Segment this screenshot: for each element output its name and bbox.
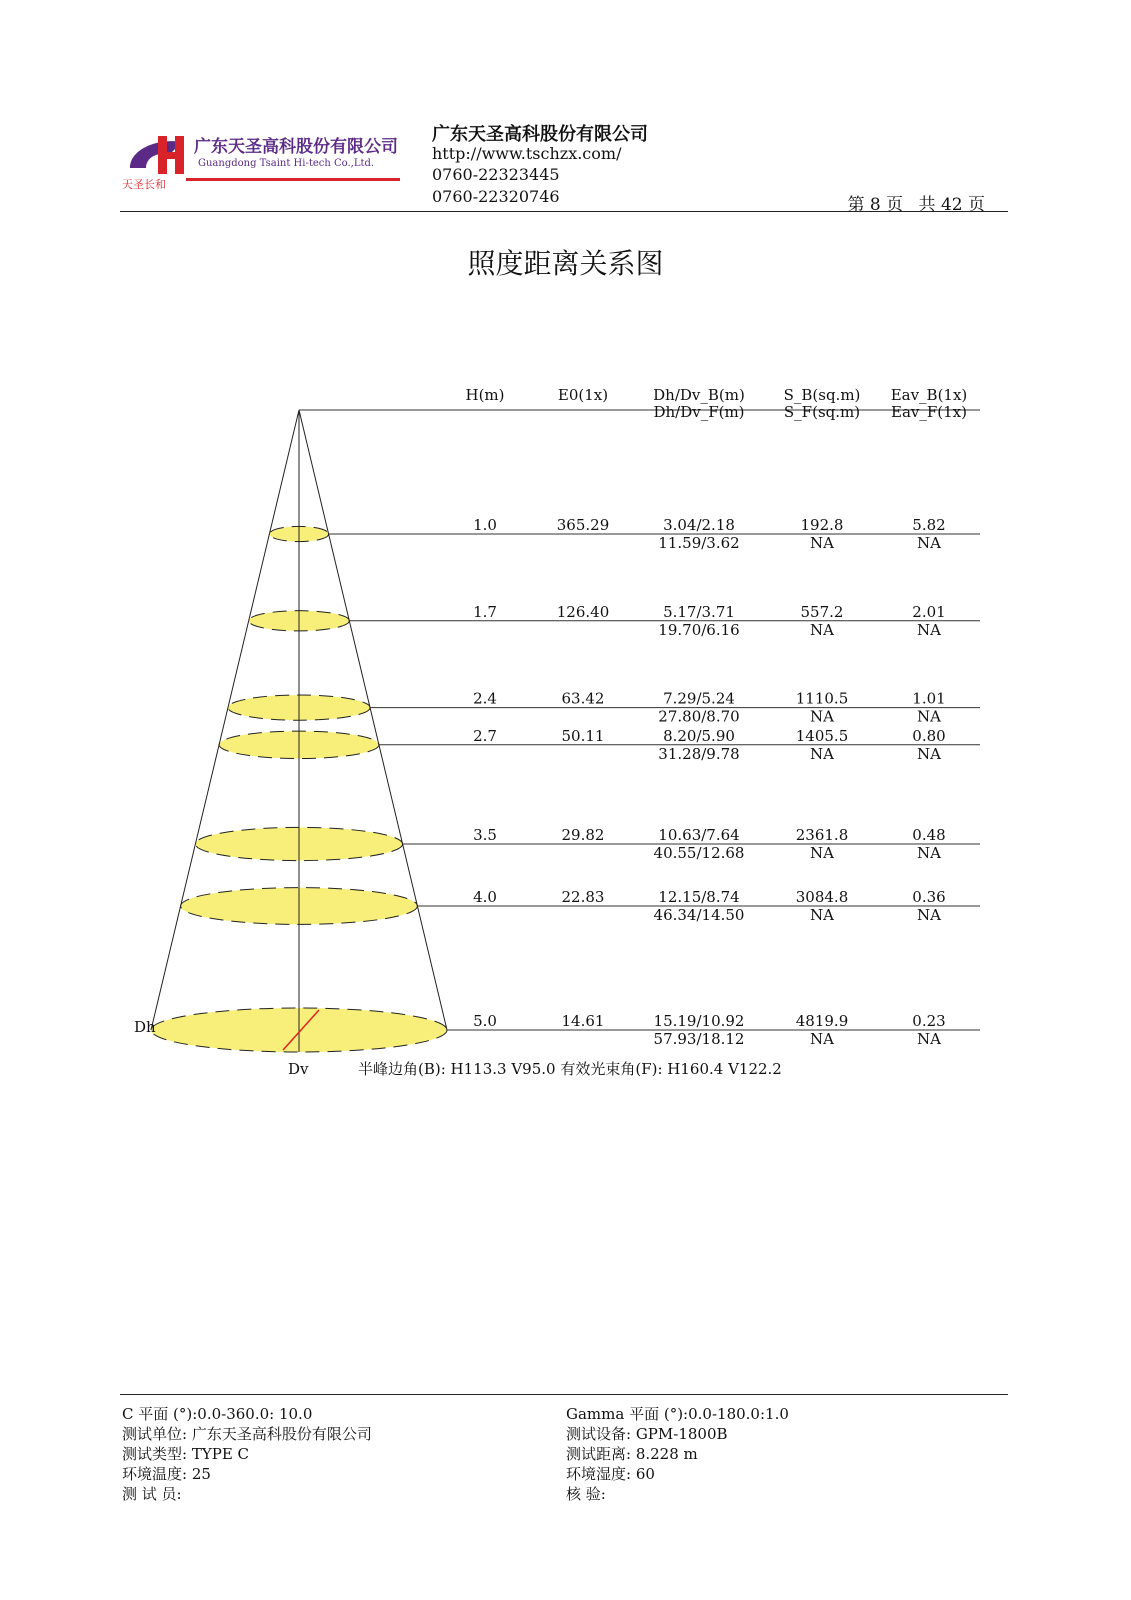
cell-s-f: NA (810, 844, 834, 862)
cell-eav-b: 1.01 (912, 689, 946, 708)
cell-s-f: NA (810, 906, 834, 924)
cell-dh-b: 7.29/5.24 (663, 689, 735, 708)
cell-eav-b: 5.82 (912, 516, 946, 534)
cell-s-f: NA (810, 534, 834, 552)
cell-dh-f: 19.70/6.16 (658, 620, 740, 639)
chart-column-headers (465, 386, 967, 421)
cell-e0: 14.61 (561, 1012, 605, 1030)
cell-eav-f: NA (917, 744, 941, 763)
page-current: 第 8 页 (847, 195, 904, 215)
cell-h: 2.7 (473, 726, 497, 745)
cell-h: 5.0 (473, 1012, 497, 1030)
page-total: 共 42 页 (918, 195, 985, 215)
cell-e0: 22.83 (561, 888, 605, 906)
company-logo (120, 128, 410, 192)
col-header-dh-b: Dh/Dv_B(m) (653, 386, 745, 404)
cell-s-b: 1405.5 (795, 726, 849, 745)
footer-humidity: 环境湿度: 60 (566, 1465, 655, 1483)
cell-s-b: 2361.8 (795, 826, 849, 844)
footer-rule (120, 1394, 1008, 1395)
cell-eav-b: 0.80 (912, 726, 946, 745)
header-company: 广东天圣高科股份有限公司 (432, 124, 648, 145)
cell-eav-b: 0.23 (912, 1012, 946, 1030)
cell-dh-f: 27.80/8.70 (658, 707, 740, 726)
cell-dh-f: 46.34/14.50 (653, 906, 745, 924)
cell-dh-f: 31.28/9.78 (658, 744, 740, 763)
cell-dh-b: 3.04/2.18 (663, 516, 735, 534)
cell-eav-f: NA (917, 620, 941, 639)
cell-dh-b: 8.20/5.90 (663, 726, 735, 745)
logo-underline (186, 178, 400, 181)
logo-mark-icon (130, 136, 184, 174)
footer-test-type: 测试类型: TYPE C (122, 1445, 250, 1463)
footer-reviewer: 核 验: (566, 1485, 606, 1503)
header-phone-2: 0760-22320746 (432, 187, 560, 206)
header-url[interactable]: http://www.tschzx.com/ (432, 144, 622, 163)
dh-label: Dh (134, 1018, 156, 1036)
cell-s-b: 4819.9 (795, 1012, 849, 1030)
cell-h: 4.0 (473, 888, 497, 906)
illuminance-distance-chart (0, 380, 1131, 1100)
col-header-eav-f: Eav_F(1x) (891, 403, 967, 421)
footer-temperature: 环境温度: 25 (122, 1465, 211, 1483)
cell-e0: 63.42 (561, 689, 605, 708)
cell-eav-f: NA (917, 534, 941, 552)
col-header-e0: E0(1x) (557, 386, 609, 404)
chart-rows (473, 516, 946, 1048)
cell-s-f: NA (810, 744, 834, 763)
cell-eav-b: 0.36 (912, 888, 946, 906)
col-header-dh-f: Dh/Dv_F(m) (653, 403, 745, 421)
header-rule (120, 211, 1008, 212)
footer-test-unit: 测试单位: 广东天圣高科股份有限公司 (122, 1425, 372, 1443)
page-title: 照度距离关系图 (467, 247, 664, 280)
beam-angle-note: 半峰边角(B): H113.3 V95.0 有效光束角(F): H160.4 V122.2 (358, 1060, 782, 1078)
col-header-s-b: S_B(sq.m) (783, 386, 861, 404)
cell-h: 3.5 (473, 826, 497, 844)
logo-text-en: Guangdong Tsaint Hi-tech Co.,Ltd. (198, 158, 375, 169)
footer-tester: 测 试 员: (122, 1485, 182, 1503)
cell-e0: 365.29 (556, 516, 610, 534)
cell-e0: 126.40 (556, 602, 610, 621)
col-header-eav-b: Eav_B(1x) (890, 386, 968, 404)
footer-gamma-plane: Gamma 平面 (°):0.0-180.0:1.0 (566, 1405, 789, 1423)
cell-h: 1.0 (473, 516, 497, 534)
cell-dh-b: 5.17/3.71 (663, 602, 735, 621)
cell-dh-f: 40.55/12.68 (653, 844, 745, 862)
cell-s-b: 192.8 (800, 516, 844, 534)
cell-dh-b: 10.63/7.64 (658, 826, 740, 844)
chart-lines (299, 410, 980, 1030)
cell-eav-b: 0.48 (912, 826, 946, 844)
footer-distance: 测试距离: 8.228 m (566, 1445, 698, 1463)
cell-eav-f: NA (917, 707, 941, 726)
cell-s-b: 557.2 (800, 602, 844, 621)
logo-badge: 天圣长和 (122, 178, 166, 191)
cell-s-b: 3084.8 (795, 888, 849, 906)
col-header-s-f: S_F(sq.m) (783, 403, 861, 421)
cell-eav-b: 2.01 (912, 602, 946, 621)
cell-dh-f: 57.93/18.12 (653, 1030, 745, 1048)
header-phone-1: 0760-22323445 (432, 165, 560, 184)
cell-eav-f: NA (917, 906, 941, 924)
cell-e0: 50.11 (561, 726, 605, 745)
footer-c-plane: C 平面 (°):0.0-360.0: 10.0 (122, 1405, 313, 1423)
cell-e0: 29.82 (561, 826, 605, 844)
logo-text-cn: 广东天圣高科股份有限公司 (194, 137, 398, 157)
cell-s-f: NA (810, 620, 834, 639)
footer-device: 测试设备: GPM-1800B (566, 1425, 728, 1443)
cell-h: 2.4 (473, 689, 497, 708)
cell-dh-f: 11.59/3.62 (658, 534, 740, 552)
cell-dh-b: 15.19/10.92 (653, 1012, 745, 1030)
cell-dh-b: 12.15/8.74 (658, 888, 740, 906)
dv-label: Dv (288, 1060, 309, 1078)
cell-s-b: 1110.5 (795, 689, 849, 708)
cell-eav-f: NA (917, 1030, 941, 1048)
beam-cone (151, 410, 447, 1052)
cell-s-f: NA (810, 707, 834, 726)
cell-eav-f: NA (917, 844, 941, 862)
cell-s-f: NA (810, 1030, 834, 1048)
col-header-h: H(m) (465, 386, 505, 404)
cell-h: 1.7 (473, 602, 497, 621)
